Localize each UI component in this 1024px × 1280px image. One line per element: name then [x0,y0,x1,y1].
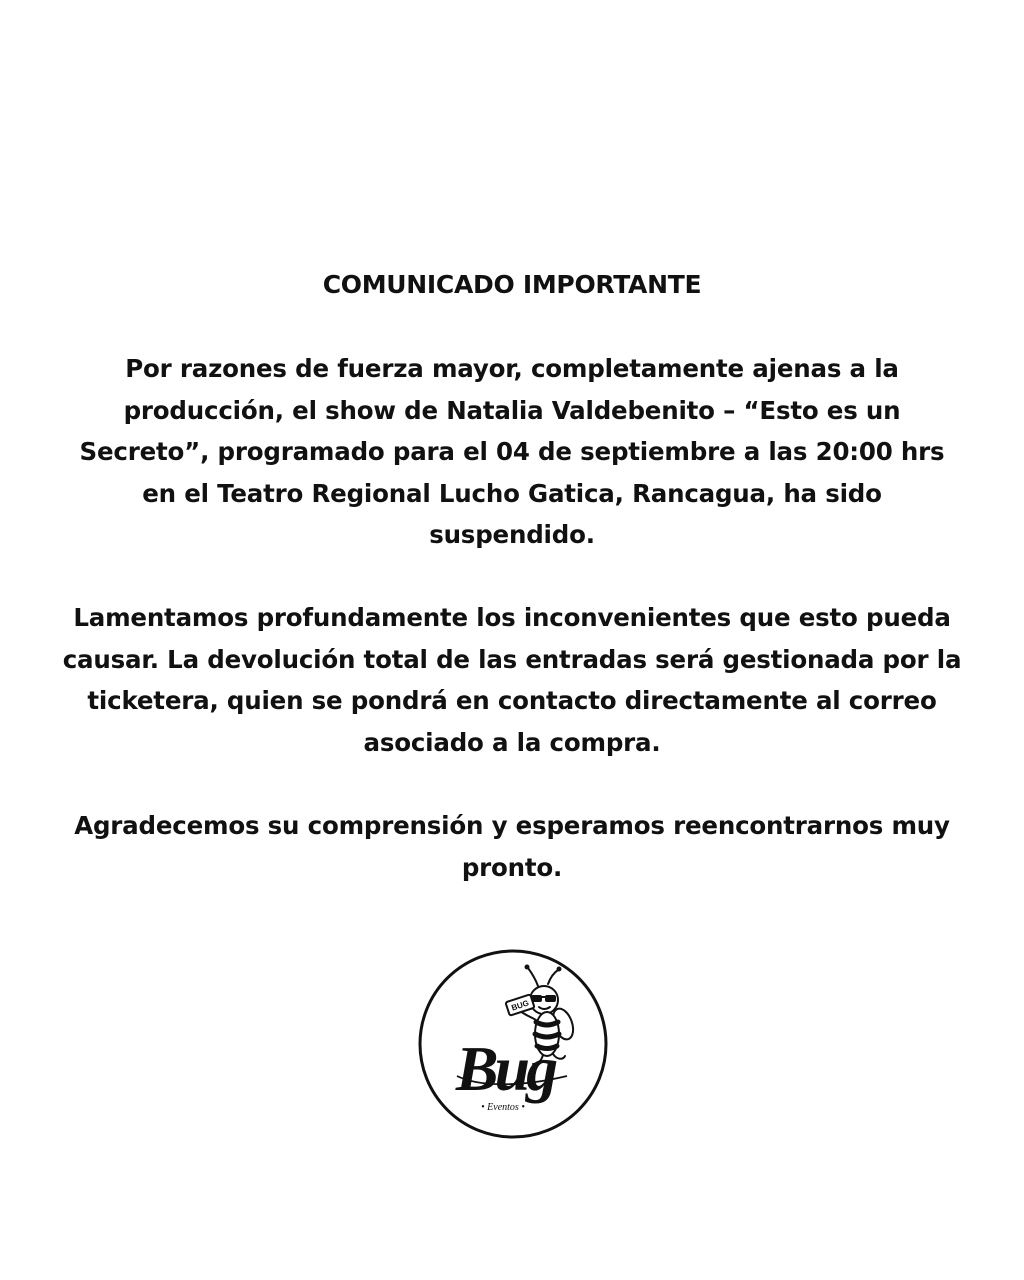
ticket-label: BUG [510,998,531,1013]
logo-graphic [417,948,609,1140]
notice-paragraph-suspension: Por razones de fuerza mayor, completamente ajenas a la producción, el show de Natalia Valdebenito – “Esto es un Secreto”, programado para el 04 de septiembre a las 20:00 hrs en el Teatro Regional Lucho Gatica, Rancagua, ha sido suspendido. [79,354,945,549]
logo-brand-text: Bug [455,1033,555,1104]
notice-title: COMUNICADO IMPORTANTE [322,270,702,299]
notice-paragraph-thanks: Agradecemos su comprensión y esperamos reencontrarnos muy pronto. [74,811,950,882]
notice-paragraph-refund: Lamentamos profundamente los inconvenientes que esto pueda causar. La devolución total de las entradas será gestionada por la ticketera, quien se pondrá en contacto directamente al correo asociado a la compra. [62,603,962,757]
logo-subtitle: • Eventos • [481,1102,525,1113]
bug-eventos-logo [417,948,609,1140]
